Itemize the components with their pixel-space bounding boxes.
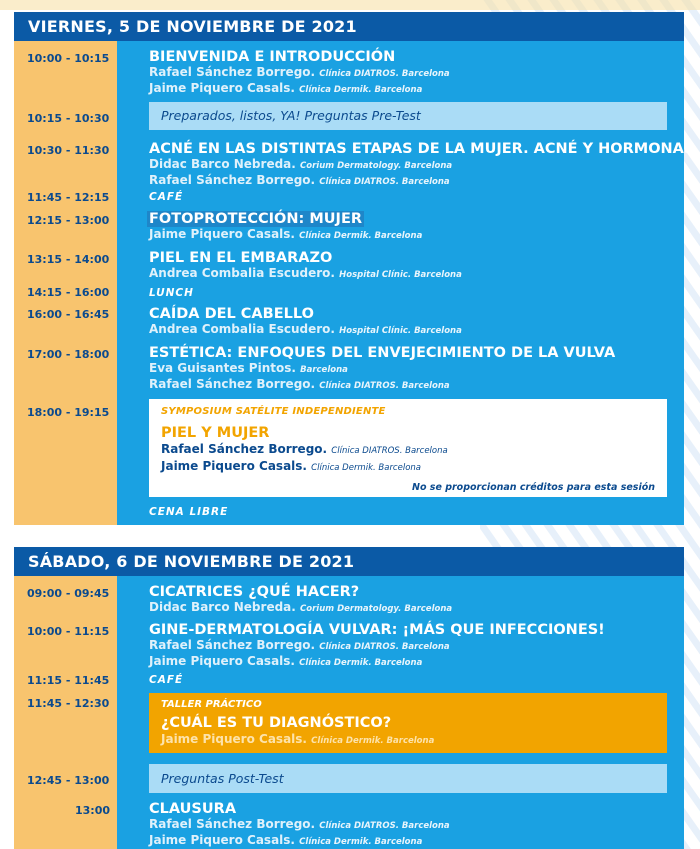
time-slot: 14:15 - 16:00 [27,286,110,299]
speaker: Eva Guisantes Pintos. Barcelona [149,361,348,375]
time-slot: 12:45 - 13:00 [27,774,110,787]
affiliation: Clínica Dermik. Barcelona [311,463,421,473]
workshop-box [149,693,667,753]
speaker: Jaime Piquero Casals. Clínica Dermik. Barcelona [149,81,423,95]
session-welcome [149,49,674,97]
session-aesthetics [149,345,674,393]
session-title: PIEL EN EL EMBARAZO [149,250,333,266]
session-scars [149,584,674,616]
time-slot: 18:00 - 19:15 [27,406,110,419]
session-vulvar-dermatology [149,622,674,670]
day-1-schedule [14,12,695,525]
speaker: Didac Barco Nebreda. Corium Dermatology. Barcelona [149,157,453,171]
session-title: CLAUSURA [149,801,237,817]
break-label: LUNCH [149,287,194,299]
speaker: Rafael Sánchez Borrego. Clínica DIATROS. Barcelona [161,442,448,456]
affiliation: Clínica Dermik. Barcelona [299,837,423,847]
speaker: Jaime Piquero Casals. Clínica Dermik. Barcelona [149,227,423,241]
session-acne [149,141,695,189]
speaker: Rafael Sánchez Borrego. Clínica DIATROS. Barcelona [149,377,450,391]
affiliation: Clínica Dermik. Barcelona [299,658,423,668]
speaker: Rafael Sánchez Borrego. Clínica DIATROS. Barcelona [149,173,450,187]
pretest-banner: Preparados, listos, YA! Preguntas Pre-Test [149,102,667,130]
speaker: Rafael Sánchez Borrego. Clínica DIATROS. Barcelona [149,65,450,79]
break-label: CENA LIBRE [149,506,229,518]
day-2-schedule [14,547,684,849]
speaker: Jaime Piquero Casals. Clínica Dermik. Barcelona [149,654,423,668]
session-title: BIENVENIDA E INTRODUCCIÓN [149,49,396,65]
time-slot: 09:00 - 09:45 [27,587,110,600]
affiliation: Clínica Dermik. Barcelona [299,231,423,241]
time-slot: 11:15 - 11:45 [27,674,110,687]
day-1-header: VIERNES, 5 DE NOVIEMBRE DE 2021 [14,12,684,41]
session-photoprotection [149,211,674,243]
time-slot: 17:00 - 18:00 [27,348,110,361]
symposium-kicker: SYMPOSIUM SATÉLITE INDEPENDIENTE [161,406,386,417]
affiliation: Clínica DIATROS. Barcelona [319,381,450,391]
affiliation: Clínica Dermik. Barcelona [311,736,435,746]
selected-text[interactable]: FOTOPROTECCIÓN: MUJER [149,211,363,227]
session-title: GINE-DERMATOLOGÍA VULVAR: ¡MÁS QUE INFECCIONES! [149,622,605,638]
session-pregnancy-skin [149,250,674,282]
speaker: Rafael Sánchez Borrego. Clínica DIATROS. Barcelona [149,638,450,652]
speaker: Andrea Combalia Escudero. Hospital Clínic. Barcelona [149,266,462,280]
affiliation: Clínica DIATROS. Barcelona [331,446,448,456]
speaker: Rafael Sánchez Borrego. Clínica DIATROS. Barcelona [149,817,450,831]
speaker: Andrea Combalia Escudero. Hospital Clínic. Barcelona [149,322,462,336]
affiliation: Clínica DIATROS. Barcelona [319,177,450,187]
credits-note: No se proporcionan créditos para esta sesión [412,482,655,493]
time-slot: 11:45 - 12:30 [27,697,110,710]
session-hair-loss [149,306,674,338]
time-slot: 12:15 - 13:00 [27,214,110,227]
speaker: Jaime Piquero Casals. Clínica Dermik. Barcelona [161,459,421,473]
time-slot: 16:00 - 16:45 [27,308,110,321]
affiliation: Clínica Dermik. Barcelona [299,85,423,95]
session-title [149,211,674,227]
session-title: CICATRICES ¿QUÉ HACER? [149,584,360,600]
affiliation: Hospital Clínic. Barcelona [339,270,462,280]
session-title: ACNÉ EN LAS DISTINTAS ETAPAS DE LA MUJER. ACNÉ Y HORMONAS [149,141,695,157]
affiliation: Hospital Clínic. Barcelona [339,326,462,336]
day-2-header: SÁBADO, 6 DE NOVIEMBRE DE 2021 [14,547,684,576]
affiliation: Barcelona [300,365,348,375]
workshop-title: ¿CUÁL ES TU DIAGNÓSTICO? [161,715,392,731]
affiliation: Corium Dermatology. Barcelona [300,604,453,614]
time-slot: 10:00 - 11:15 [27,625,110,638]
break-label: CAFÉ [149,191,184,203]
time-slot: 11:45 - 12:15 [27,191,110,204]
time-slot: 13:15 - 14:00 [27,253,110,266]
affiliation: Clínica DIATROS. Barcelona [319,69,450,79]
session-closing [149,801,674,849]
speaker: Jaime Piquero Casals. Clínica Dermik. Barcelona [149,833,423,847]
session-title: ESTÉTICA: ENFOQUES DEL ENVEJECIMIENTO DE LA VULVA [149,345,616,361]
break-label: CAFÉ [149,674,184,686]
session-title: CAÍDA DEL CABELLO [149,306,314,322]
speaker: Jaime Piquero Casals. Clínica Dermik. Barcelona [161,732,435,746]
time-slot: 10:15 - 10:30 [27,112,110,125]
symposium-box [149,399,667,497]
time-slot: 10:00 - 10:15 [27,52,110,65]
affiliation: Corium Dermatology. Barcelona [300,161,453,171]
affiliation: Clínica DIATROS. Barcelona [319,821,450,831]
symposium-title: PIEL Y MUJER [161,425,270,441]
workshop-kicker: TALLER PRÁCTICO [161,699,262,710]
time-slot: 13:00 [74,804,110,817]
speaker: Didac Barco Nebreda. Corium Dermatology. Barcelona [149,600,453,614]
affiliation: Clínica DIATROS. Barcelona [319,642,450,652]
time-slot: 10:30 - 11:30 [27,144,110,157]
posttest-banner: Preguntas Post-Test [149,764,667,793]
